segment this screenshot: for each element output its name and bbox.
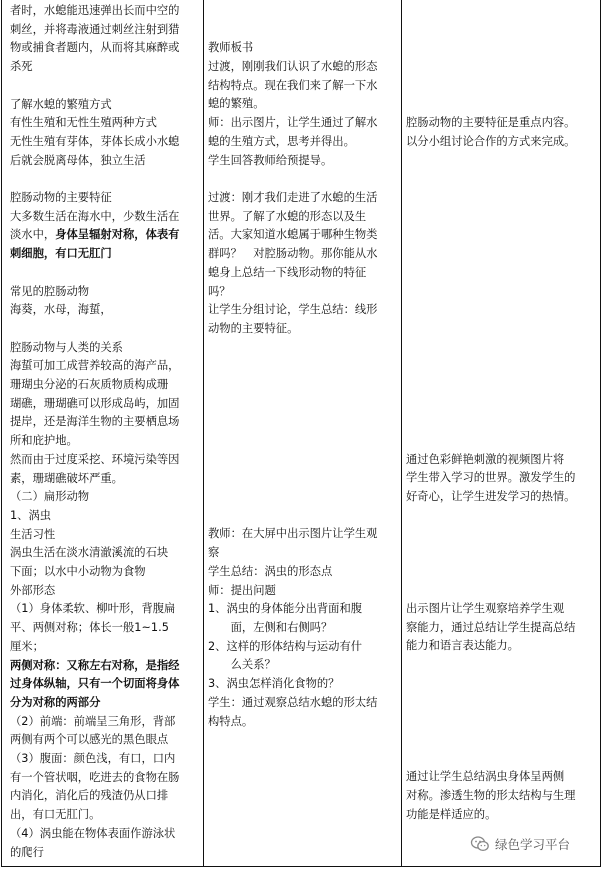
text-line: 好奇心，让学生进发学习的热情。 bbox=[406, 489, 576, 503]
text-line: 螅的生殖方式，思考并得出。 bbox=[208, 134, 355, 148]
text-line: 然而由于过度采挖、环境污染等因 bbox=[10, 452, 180, 466]
text-line bbox=[208, 451, 396, 470]
text-line: 出，有口无肛门。 bbox=[10, 808, 101, 822]
text-line bbox=[10, 170, 202, 189]
text-line: 动物的主要特征。 bbox=[208, 321, 299, 335]
table-border-bottom bbox=[1, 866, 601, 867]
text-line: 通过色彩鲜艳刺激的视频图片将 bbox=[406, 452, 565, 466]
text-line bbox=[406, 95, 596, 114]
text-line: 功能是样适应的。 bbox=[406, 807, 497, 821]
text-line: 构特点。 bbox=[208, 714, 254, 728]
text-line: 教师板书 bbox=[208, 41, 254, 55]
text-line bbox=[406, 282, 596, 301]
text-line: 大多数生活在海水中，少数生活在 bbox=[10, 209, 180, 223]
text-line: 师：提出问题 bbox=[208, 583, 276, 597]
text-line bbox=[406, 58, 596, 77]
text-line bbox=[208, 488, 396, 507]
text-line: 世界。了解了水螅的形态以及生 bbox=[208, 209, 367, 223]
text-line: 通过让学生总结涡虫身体呈两侧 bbox=[406, 770, 565, 784]
text-line: 让学生分组讨论，学生总结：线形 bbox=[208, 303, 378, 317]
column-divider-1 bbox=[203, 0, 204, 866]
text-line bbox=[10, 694, 202, 713]
text-line bbox=[406, 507, 596, 526]
text-line bbox=[406, 77, 596, 96]
wechat-icon bbox=[470, 834, 490, 854]
text-line: （二）扁形动物 bbox=[10, 490, 90, 504]
text-line: （2）前端：前端呈三角形，背部 bbox=[10, 714, 176, 728]
text-line bbox=[406, 320, 596, 339]
text-line: 涡虫生活在淡水清澈溪流的石块 bbox=[10, 546, 169, 560]
bold-emphasis: 两侧对称：又称左右对称，是指经 bbox=[10, 658, 180, 672]
text-line: 提岸，还是海洋生物的主要栖息场 bbox=[10, 415, 180, 429]
text-line: 外部形态 bbox=[10, 583, 56, 597]
text-line: 教师：在大屏中出示图片让学生观 bbox=[208, 527, 378, 541]
text-line: 螅身上总结一下线形动物的特征 bbox=[208, 265, 367, 279]
text-line: 杀死 bbox=[10, 60, 33, 74]
text-line: 有性生殖和无性生殖两种方式 bbox=[10, 116, 157, 130]
text-line: 了解水螅的繁殖方式 bbox=[10, 97, 112, 111]
text-line: （1）身体柔软、柳叶形，背腹扁 bbox=[10, 602, 176, 616]
teaching-content-column bbox=[10, 2, 202, 862]
text-line bbox=[406, 245, 596, 264]
text-line: 学生：通过观察总结水螅的形太结 bbox=[208, 695, 378, 709]
text-line: 有一个管状咽，吃进去的食物在肠 bbox=[10, 770, 180, 784]
text-line: 么关系？ bbox=[208, 658, 276, 672]
text-line: 群吗？ 对腔肠动物。那你能从水 bbox=[208, 247, 378, 261]
text-line: 察 bbox=[208, 546, 220, 560]
table-border-left bbox=[1, 0, 2, 866]
text-line: 瑚礁，珊瑚礁可以形成岛屿，加固 bbox=[10, 396, 180, 410]
text-line: 过渡，刚刚我们认识了水螅的形态 bbox=[208, 60, 378, 74]
text-line bbox=[406, 394, 596, 413]
watermark-text: 绿色学习平台 bbox=[495, 837, 571, 852]
text-line: 出示图片让学生观察培养学生观 bbox=[406, 602, 565, 616]
text-line bbox=[208, 432, 396, 451]
text-line: 素，珊瑚礁破坏严重。 bbox=[10, 471, 123, 485]
text-line bbox=[406, 656, 596, 675]
design-intent-column bbox=[406, 2, 596, 824]
text-line bbox=[406, 675, 596, 694]
text-line: 学生总结：涡虫的形态点 bbox=[208, 564, 333, 578]
text-line bbox=[208, 21, 396, 40]
text-line bbox=[406, 694, 596, 713]
text-line: 活。大家知道水螅属于哪种生物类 bbox=[208, 228, 378, 242]
text-line bbox=[208, 357, 396, 376]
text-line bbox=[406, 376, 596, 395]
text-line: 学生回答教师给预提导。 bbox=[208, 153, 333, 167]
text-line: 物或捕食者题内，从而将其麻醉或 bbox=[10, 41, 180, 55]
text-line: 生活习性 bbox=[10, 527, 56, 541]
text-line: 所和庇护地。 bbox=[10, 434, 78, 448]
text-line bbox=[208, 2, 396, 21]
text-line bbox=[10, 77, 202, 96]
text-line: 腔肠动物的主要特征是重点内容。 bbox=[406, 116, 576, 130]
bold-emphasis: 身体呈辐射对称，体表有 bbox=[55, 228, 180, 242]
bold-emphasis: 过身体纵轴，只有一个切面将身体 bbox=[10, 677, 180, 691]
text-line bbox=[406, 357, 596, 376]
text-line: 1、涡虫 bbox=[10, 508, 52, 522]
text-line bbox=[406, 544, 596, 563]
text-line: 察能力，通过总结让学生提高总结 bbox=[406, 620, 576, 634]
text-line: 两侧有两个可以感光的黑色眼点 bbox=[10, 733, 169, 747]
text-line bbox=[406, 208, 596, 227]
text-line: 学生带入学习的世界。激发学生的 bbox=[406, 471, 576, 485]
bold-emphasis: 分为对称的两部分 bbox=[10, 695, 101, 709]
text-line bbox=[208, 376, 396, 395]
text-line: 者时，水螅能迅速弹出长而中空的 bbox=[10, 4, 180, 17]
text-line bbox=[406, 170, 596, 189]
text-line bbox=[406, 563, 596, 582]
watermark bbox=[470, 833, 570, 855]
text-line bbox=[10, 264, 202, 283]
text-line bbox=[208, 507, 396, 526]
text-line: 3、涡虫怎样消化食物的？ bbox=[208, 677, 340, 691]
text-line: 腔肠动物与人类的关系 bbox=[10, 340, 123, 354]
text-line: 面，左侧和右侧吗？ bbox=[208, 621, 333, 634]
text-line: 能力和语言表达能力。 bbox=[406, 639, 519, 653]
text-line bbox=[406, 712, 596, 731]
text-line: 刺丝，并将毒液通过刺丝注射到猎 bbox=[10, 22, 180, 36]
text-line bbox=[406, 413, 596, 432]
text-line: 过渡：刚才我们走进了水螅的生活 bbox=[208, 190, 378, 204]
text-line: 螅的繁殖。 bbox=[208, 97, 265, 111]
teacher-student-activity-column bbox=[208, 2, 396, 731]
text-line bbox=[406, 750, 596, 769]
text-line: 海蜇可加工成营养较高的海产品， bbox=[10, 359, 180, 373]
text-line: 下面；以水中小动物为食物 bbox=[10, 565, 146, 579]
text-line: 结构特点。现在我们来了解一下水 bbox=[208, 78, 378, 92]
text-line: 珊瑚虫分泌的石灰质物质构成珊 bbox=[10, 378, 169, 391]
text-line: 的爬行 bbox=[10, 845, 44, 859]
bold-emphasis: 刺细胞，有口无肛门 bbox=[10, 247, 112, 261]
text-line: 对称。渗透生物的形太结构与生理 bbox=[406, 789, 576, 803]
text-line: （4）涡虫能在物体表面作游泳状 bbox=[10, 826, 176, 840]
text-line bbox=[208, 469, 396, 488]
text-line bbox=[208, 170, 396, 189]
text-line: 内消化，消化后的残渣仍从口排 bbox=[10, 789, 169, 803]
text-line: 1、涡虫的身体能分出背面和腹 bbox=[208, 602, 363, 616]
text-line: 平、两侧对称；体长一般1~1.5 bbox=[10, 621, 169, 635]
text-line: 海葵，水母，海蜇， bbox=[10, 303, 112, 317]
text-line bbox=[406, 152, 596, 171]
text-line bbox=[10, 657, 202, 676]
text-line bbox=[10, 675, 202, 694]
text-line bbox=[406, 2, 596, 21]
text-line bbox=[10, 245, 202, 264]
text-line bbox=[208, 395, 396, 414]
text-line: 后就会脱离母体，独立生活 bbox=[10, 153, 146, 167]
text-line bbox=[406, 39, 596, 58]
text-line: 常见的腔肠动物 bbox=[10, 284, 90, 298]
text-line: 厘米； bbox=[10, 639, 44, 653]
text-line bbox=[406, 189, 596, 208]
text-line bbox=[406, 338, 596, 357]
text-line: 腔肠动物的主要特征 bbox=[10, 191, 112, 204]
text-line bbox=[406, 264, 596, 283]
text-line: 师：出示图片，让学生通过了解水 bbox=[208, 116, 378, 130]
text-line bbox=[406, 581, 596, 600]
text-line: 吗？ bbox=[208, 284, 231, 298]
text-line: 无性生殖有芽体，芽体长成小水螅 bbox=[10, 134, 180, 148]
text-line bbox=[406, 432, 596, 451]
text-line bbox=[406, 731, 596, 750]
text-line bbox=[406, 301, 596, 320]
text-line bbox=[406, 21, 596, 40]
text-line: （3）腹面：颜色浅，有口，口内 bbox=[10, 752, 176, 766]
text-line: 淡水中，身体呈辐射对称，体表有 bbox=[10, 228, 180, 242]
text-line bbox=[208, 413, 396, 432]
table-border-right bbox=[600, 0, 601, 866]
text-line bbox=[406, 525, 596, 544]
column-divider-2 bbox=[401, 0, 402, 866]
text-line bbox=[406, 226, 596, 245]
text-line bbox=[208, 339, 396, 358]
text-line: 2、这样的形体结构与运动有什 bbox=[208, 639, 363, 653]
text-line: 以分小组讨论合作的方式来完成。 bbox=[406, 134, 576, 148]
text-line bbox=[10, 320, 202, 339]
